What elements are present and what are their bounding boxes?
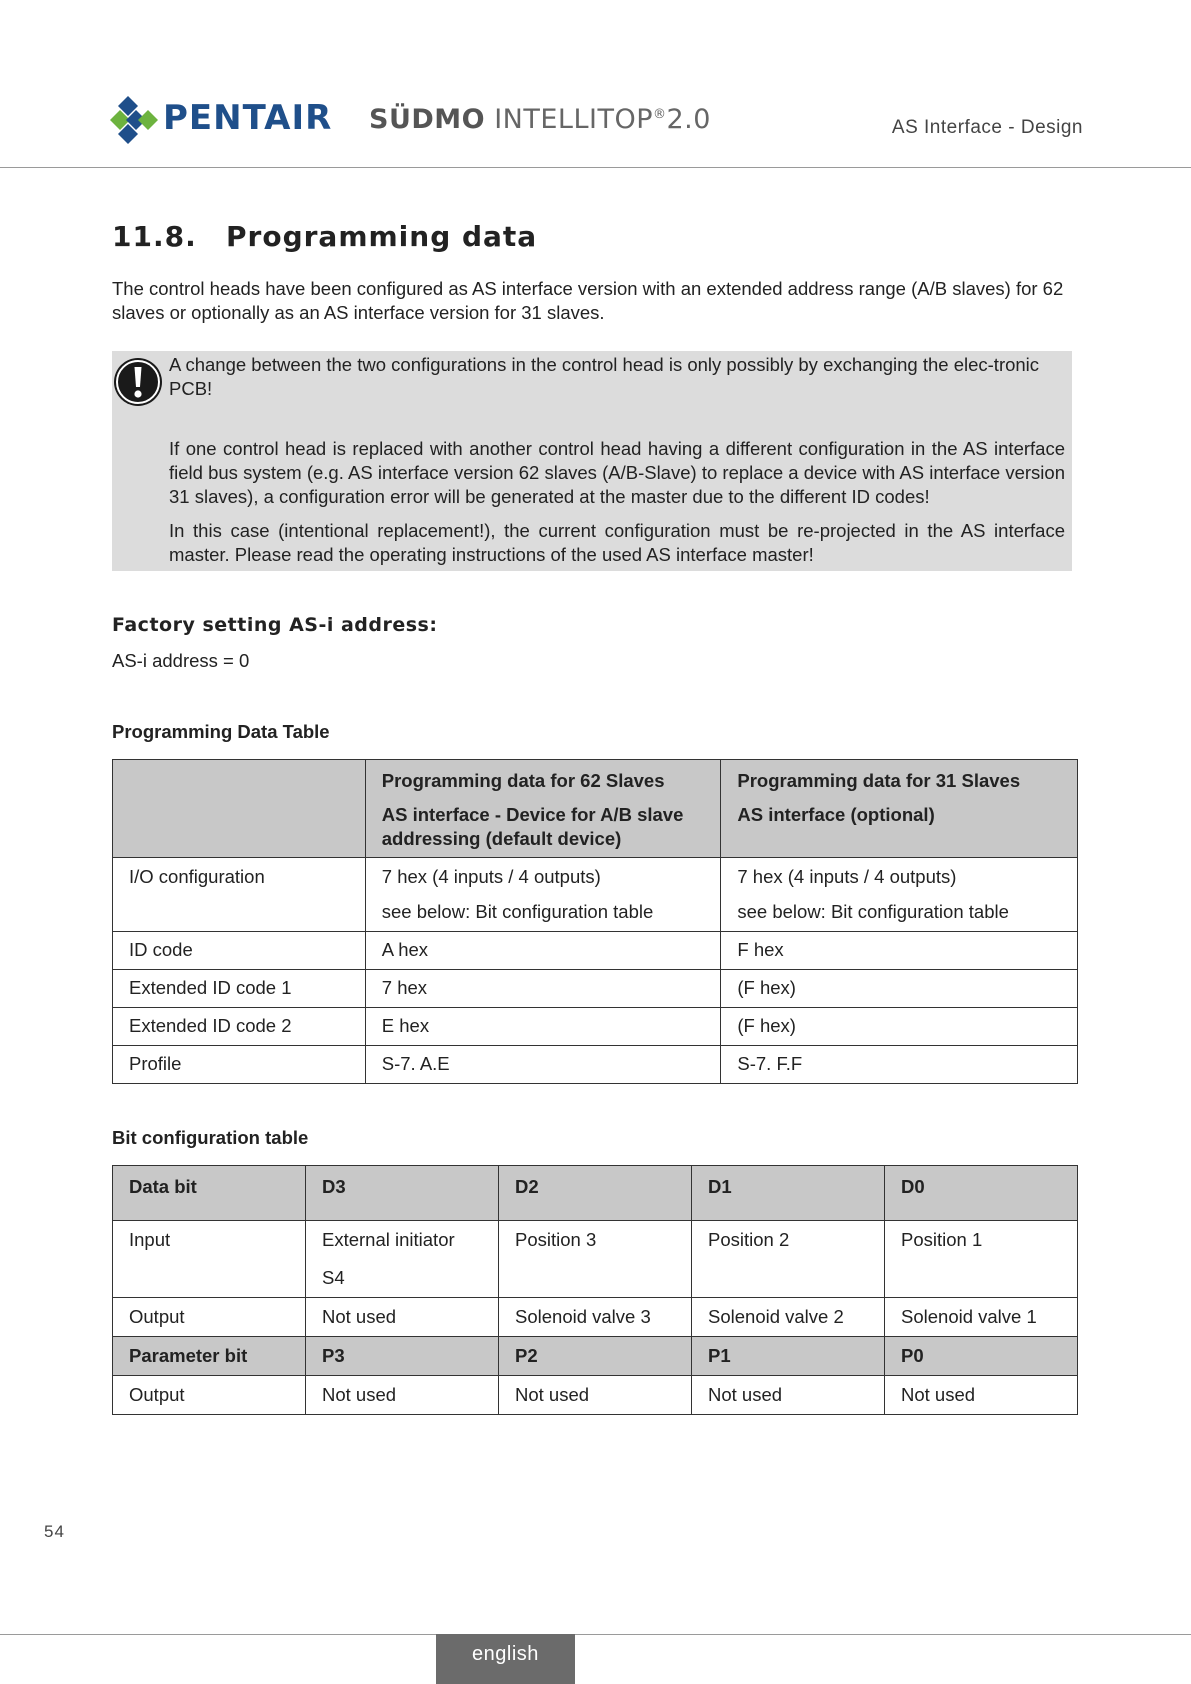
io-value-31: 7 hex (4 inputs / 4 outputs) [737, 866, 957, 887]
table-cell: S-7. A.E [365, 1046, 721, 1084]
notice-text-1: A change between the two configurations in the control head is only possibly by exchanging the elec-tronic PCB! [169, 354, 1040, 399]
table-cell: (F hex) [721, 1008, 1078, 1046]
table-row [113, 1221, 1078, 1298]
col-62-title: Programming data for 62 Slaves [381, 770, 665, 791]
factory-setting-heading: Factory setting AS-i address: [112, 614, 438, 636]
table-header-cell [365, 760, 721, 858]
product-model: INTELLITOP [485, 104, 653, 135]
table-header-cell [113, 760, 366, 858]
table-cell: External initiator S4 [306, 1221, 499, 1298]
table-row [113, 1008, 1078, 1046]
table-cell: Output [113, 1298, 306, 1337]
table-header-cell: Data bit [113, 1166, 306, 1221]
table-cell: F hex [721, 932, 1078, 970]
table-row [113, 1337, 1078, 1376]
table-cell: Input [113, 1221, 306, 1298]
table-cell: (F hex) [721, 970, 1078, 1008]
factory-setting-value: AS-i address = 0 [112, 650, 250, 671]
table-row [113, 1046, 1078, 1084]
table-row [113, 858, 1078, 932]
table-cell: P1 [692, 1337, 885, 1376]
table-row [113, 1376, 1078, 1415]
page-number: 54 [44, 1522, 65, 1541]
notice-text-2: If one control head is replaced with another control head having a different configuration in the AS interface field bus system (e.g. AS interface version 62 slaves (A/B-Slave) to replace a device with AS interface version 31 slaves), a configuration error will be generated at the master due to the different ID codes! [169, 438, 1065, 507]
table-cell: Solenoid valve 2 [692, 1298, 885, 1337]
table-header-cell [721, 760, 1078, 858]
product-name [369, 104, 711, 135]
table-cell: I/O configuration [113, 858, 366, 932]
col-62-subtitle: AS interface - Device for A/B slave addressing (default device) [381, 804, 684, 849]
table-cell [721, 858, 1078, 932]
notice-box [112, 351, 1072, 571]
table-cell: Output [113, 1376, 306, 1415]
page-header [0, 0, 1191, 168]
programming-data-table [112, 759, 1078, 1084]
table-cell: Not used [692, 1376, 885, 1415]
footer-divider [0, 1634, 1191, 1635]
table-cell: Position 1 [885, 1221, 1078, 1298]
table-cell: P3 [306, 1337, 499, 1376]
table-cell: 7 hex [365, 970, 721, 1008]
table-header-row [113, 1166, 1078, 1221]
section-heading: Programming data [226, 220, 538, 253]
brand-name: PENTAIR [163, 98, 333, 138]
product-version: 2.0 [666, 104, 711, 135]
section-number: 11.8. [112, 220, 197, 253]
bit-table-caption: Bit configuration table [112, 1127, 309, 1148]
col-31-subtitle: AS interface (optional) [737, 804, 935, 825]
table-cell: Not used [499, 1376, 692, 1415]
table-cell: Not used [885, 1376, 1078, 1415]
table-cell: Position 2 [692, 1221, 885, 1298]
table-row [113, 932, 1078, 970]
table-cell: Not used [306, 1298, 499, 1337]
col-31-title: Programming data for 31 Slaves [737, 770, 1021, 791]
table-cell: Solenoid valve 1 [885, 1298, 1078, 1337]
table-cell: Extended ID code 2 [113, 1008, 366, 1046]
table-cell: Parameter bit [113, 1337, 306, 1376]
table-cell: Profile [113, 1046, 366, 1084]
intro-paragraph: The control heads have been configured as AS interface version with an extended address range (A/B slaves) for 62 slaves or optionally as an AS interface version for 31 slaves. [112, 278, 1064, 323]
section-title: AS Interface - Design [891, 117, 1083, 138]
product-brand: SÜDMO [369, 104, 486, 135]
table-cell: E hex [365, 1008, 721, 1046]
table-header-row [113, 760, 1078, 858]
table-cell: Extended ID code 1 [113, 970, 366, 1008]
table-row [113, 1298, 1078, 1337]
table-cell: Position 3 [499, 1221, 692, 1298]
table-header-cell: D2 [499, 1166, 692, 1221]
language-tab: english [436, 1634, 575, 1684]
programming-table-caption: Programming Data Table [112, 721, 330, 742]
registered-mark: ® [652, 107, 667, 122]
table-cell: Solenoid valve 3 [499, 1298, 692, 1337]
io-value-62: 7 hex (4 inputs / 4 outputs) [381, 866, 601, 887]
table-header-cell: D3 [306, 1166, 499, 1221]
pentair-logo [110, 92, 158, 148]
io-note-31: see below: Bit configuration table [737, 901, 1009, 922]
table-cell: Not used [306, 1376, 499, 1415]
exclamation-icon [112, 356, 164, 408]
page-title [112, 220, 537, 253]
io-note-62: see below: Bit configuration table [381, 901, 654, 922]
table-cell: P2 [499, 1337, 692, 1376]
table-cell: A hex [365, 932, 721, 970]
notice-text-3: In this case (intentional replacement!), the current configuration must be re-projected in the AS interface master. Please read the operating instructions of the used AS interface master! [169, 520, 1065, 565]
table-cell: P0 [885, 1337, 1078, 1376]
table-row [113, 970, 1078, 1008]
table-header-cell: D0 [885, 1166, 1078, 1221]
table-header-cell: D1 [692, 1166, 885, 1221]
table-cell: S-7. F.F [721, 1046, 1078, 1084]
table-cell [365, 858, 721, 932]
table-cell: ID code [113, 932, 366, 970]
bit-configuration-table [112, 1165, 1078, 1415]
